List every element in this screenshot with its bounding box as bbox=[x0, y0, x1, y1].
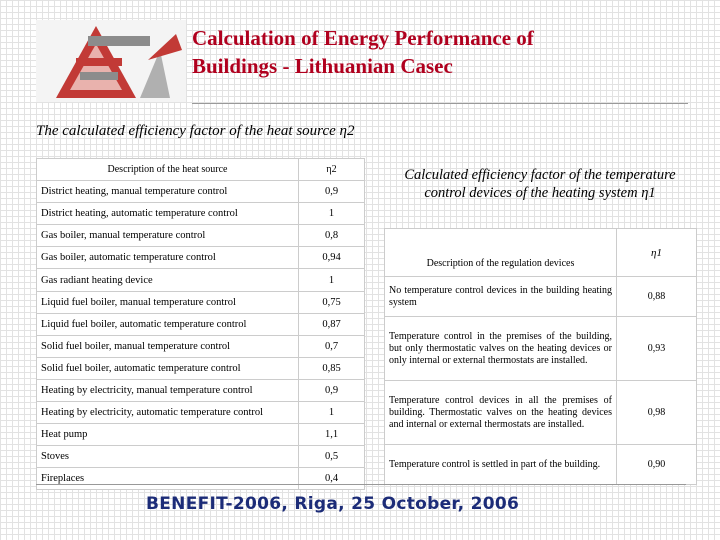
table-row bbox=[385, 381, 697, 445]
table-row bbox=[37, 313, 365, 335]
row-value: 1,1 bbox=[299, 424, 365, 446]
title-divider bbox=[192, 103, 688, 104]
row-description: No temperature control devices in the building heating system bbox=[385, 277, 617, 317]
row-description: Temperature control devices in all the premises of building. Thermostatic valves on the heating devices and internal or external thermostats are installed. bbox=[385, 381, 617, 445]
row-value: 0,75 bbox=[299, 291, 365, 313]
row-value: 0,9 bbox=[299, 379, 365, 401]
row-description: Heat pump bbox=[37, 424, 299, 446]
row-description: Gas radiant heating device bbox=[37, 269, 299, 291]
slide-title-line-2: Buildings - Lithuanian Casec bbox=[192, 54, 453, 78]
slide-title-line-1: Calculation of Energy Performance of bbox=[192, 26, 534, 50]
row-value: 0,8 bbox=[299, 225, 365, 247]
table-row bbox=[37, 446, 365, 468]
organization-logo bbox=[36, 20, 186, 102]
slide-title bbox=[192, 24, 662, 80]
row-description: Liquid fuel boiler, automatic temperature control bbox=[37, 313, 299, 335]
logo-graphic bbox=[36, 20, 186, 102]
row-value: 0,98 bbox=[617, 381, 697, 445]
table-header-row bbox=[37, 159, 365, 181]
footer-divider bbox=[36, 484, 686, 485]
row-description: Solid fuel boiler, manual temperature control bbox=[37, 335, 299, 357]
table-row bbox=[37, 203, 365, 225]
row-description: District heating, manual temperature control bbox=[37, 181, 299, 203]
row-value: 0,88 bbox=[617, 277, 697, 317]
table-row bbox=[385, 277, 697, 317]
row-description: Heating by electricity, automatic temperature control bbox=[37, 402, 299, 424]
table-row bbox=[37, 225, 365, 247]
row-value: 0,87 bbox=[299, 313, 365, 335]
table-row bbox=[37, 291, 365, 313]
row-value: 0,90 bbox=[617, 445, 697, 485]
table-row bbox=[385, 317, 697, 381]
row-value: 0,94 bbox=[299, 247, 365, 269]
table-row bbox=[37, 468, 365, 490]
table-header-row bbox=[385, 229, 697, 277]
footer-text: BENEFIT-2006, Riga, 25 October, 2006 bbox=[146, 494, 520, 514]
row-description: Fireplaces bbox=[37, 468, 299, 490]
table-row bbox=[37, 181, 365, 203]
row-description: Gas boiler, manual temperature control bbox=[37, 225, 299, 247]
table-row bbox=[37, 424, 365, 446]
row-value: 0,4 bbox=[299, 468, 365, 490]
row-description: Stoves bbox=[37, 446, 299, 468]
table-row bbox=[385, 445, 697, 485]
row-description: Gas boiler, automatic temperature control bbox=[37, 247, 299, 269]
row-description: Liquid fuel boiler, manual temperature control bbox=[37, 291, 299, 313]
row-value: 0,93 bbox=[617, 317, 697, 381]
table-row bbox=[37, 357, 365, 379]
column-header-description: Description of the regulation devices bbox=[385, 229, 617, 277]
row-description: Temperature control in the premises of the building, but only thermostatic valves on the heating devices or only internal or external thermostats are installed. bbox=[385, 317, 617, 381]
table-row bbox=[37, 379, 365, 401]
regulation-devices-table bbox=[384, 228, 697, 485]
control-devices-heading: Calculated efficiency factor of the temperature control devices of the heating system η1 bbox=[404, 167, 676, 201]
column-header-description: Description of the heat source bbox=[37, 159, 299, 181]
row-value: 0,85 bbox=[299, 357, 365, 379]
row-value: 0,7 bbox=[299, 335, 365, 357]
row-value: 0,9 bbox=[299, 181, 365, 203]
heat-source-table bbox=[36, 158, 365, 490]
table-row bbox=[37, 247, 365, 269]
table-row bbox=[37, 402, 365, 424]
row-value: 0,5 bbox=[299, 446, 365, 468]
column-header-value: η1 bbox=[617, 229, 697, 277]
row-description: Solid fuel boiler, automatic temperature control bbox=[37, 357, 299, 379]
row-value: 1 bbox=[299, 203, 365, 225]
column-header-value: η2 bbox=[299, 159, 365, 181]
row-value: 1 bbox=[299, 269, 365, 291]
table-row bbox=[37, 269, 365, 291]
row-description: District heating, automatic temperature control bbox=[37, 203, 299, 225]
row-description: Temperature control is settled in part of the building. bbox=[385, 445, 617, 485]
heat-source-heading: The calculated efficiency factor of the heat source η2 bbox=[36, 123, 355, 139]
row-description: Heating by electricity, manual temperature control bbox=[37, 379, 299, 401]
table-row bbox=[37, 335, 365, 357]
row-value: 1 bbox=[299, 402, 365, 424]
